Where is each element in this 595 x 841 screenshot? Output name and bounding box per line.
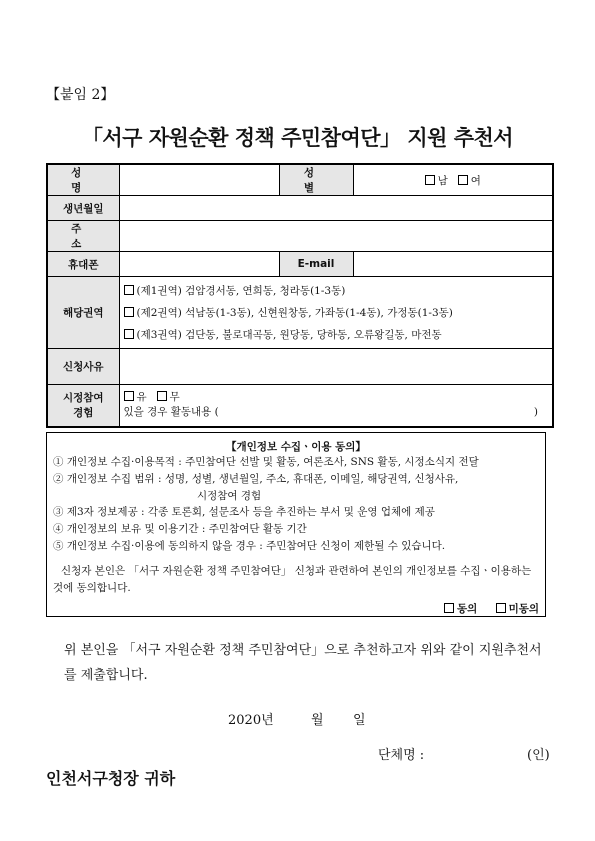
birth-field[interactable]	[119, 196, 553, 221]
addressee: 인천서구청장 귀하	[46, 769, 176, 788]
attachment-label: 【붙임 2】	[46, 87, 115, 103]
region-option: (제1권역) 검암경서동, 연희동, 청라동(1-3동)	[124, 280, 549, 302]
date-month: 월	[311, 713, 324, 728]
experience-detail-close: )	[533, 406, 538, 419]
gender-field: 남 여	[353, 164, 553, 196]
birth-label: 생년월일	[47, 196, 119, 221]
consent-item: ② 개인정보 수집 범위 : 성명, 성별, 생년월일, 주소, 휴대폰, 이메일, 해당권역, 신청사유,	[53, 473, 459, 485]
date-day: 일	[353, 713, 366, 728]
gender-male-checkbox[interactable]	[425, 175, 435, 185]
address-label: 주 소	[47, 221, 119, 252]
region-3-checkbox[interactable]	[124, 329, 134, 339]
seal-label: (인)	[527, 748, 550, 763]
reason-field[interactable]	[119, 349, 553, 385]
consent-item: ① 개인정보 수집·이용목적 : 주민참여단 선발 및 활동, 여론조사, SNS 활동, 시정소식지 전달	[53, 456, 479, 468]
region-option: (제2권역) 석남동(1-3동), 신현원창동, 가좌동(1-4동), 가정동(1-3동)	[124, 302, 549, 324]
organization-label: 단체명 :	[378, 748, 425, 763]
region-1-checkbox[interactable]	[124, 285, 134, 295]
consent-options: 동의 미동의	[53, 601, 539, 616]
privacy-consent-box	[46, 432, 546, 617]
experience-detail-label: 있을 경우 활동내용 (	[123, 406, 219, 419]
region-option: (제3권역) 검단동, 불로대곡동, 원당동, 당하동, 오류왕길동, 마전동	[124, 324, 549, 346]
experience-field: 유 무 있을 경우 활동내용 ( )	[119, 385, 553, 427]
disagree-checkbox[interactable]	[496, 603, 506, 613]
experience-no-checkbox[interactable]	[157, 391, 167, 401]
consent-agreement-text: 신청자 본인은 「서구 자원순환 정책 주민참여단」 신청과 관련하여 본인의 개인정보를 수집ㆍ이용하는 것에 동의합니다.	[53, 565, 532, 594]
reason-label: 신청사유	[47, 349, 119, 385]
consent-item: ③ 제3자 정보제공 : 각종 토론회, 설문조사 등을 추진하는 부서 및 운영 업체에 제공	[53, 506, 435, 518]
phone-label: 휴대폰	[47, 252, 119, 277]
name-field[interactable]	[119, 164, 279, 196]
experience-label: 시정참여 경험	[47, 385, 119, 427]
email-label: E-mail	[279, 252, 353, 277]
address-field[interactable]	[119, 221, 553, 252]
name-label: 성 명	[47, 164, 119, 196]
region-label: 해당권역	[47, 277, 119, 349]
region-options	[119, 277, 553, 349]
consent-item: ④ 개인정보의 보유 및 이용기간 : 주민참여단 활동 기간	[53, 523, 307, 535]
page-title: 「서구 자원순환 정책 주민참여단」 지원 추천서	[81, 126, 514, 150]
consent-heading: 【개인정보 수집ㆍ이용 동의】	[226, 441, 366, 453]
experience-yes-checkbox[interactable]	[124, 391, 134, 401]
consent-item: ⑤ 개인정보 수집·이용에 동의하지 않을 경우 : 주민참여단 신청이 제한될 수 있습니다.	[53, 540, 446, 552]
recommendation-statement: 위 본인을 「서구 자원순환 정책 주민참여단」으로 추천하고자 위와 같이 지원추천서를 제출합니다.	[64, 643, 542, 683]
consent-item-continued: 시정참여 경험	[197, 490, 262, 502]
application-form-table	[46, 163, 554, 428]
email-field[interactable]	[353, 252, 553, 277]
agree-checkbox[interactable]	[444, 603, 454, 613]
date-year: 2020년	[228, 713, 274, 728]
region-2-checkbox[interactable]	[124, 307, 134, 317]
phone-field[interactable]	[119, 252, 279, 277]
gender-female-checkbox[interactable]	[458, 175, 468, 185]
gender-label: 성 별	[279, 164, 353, 196]
